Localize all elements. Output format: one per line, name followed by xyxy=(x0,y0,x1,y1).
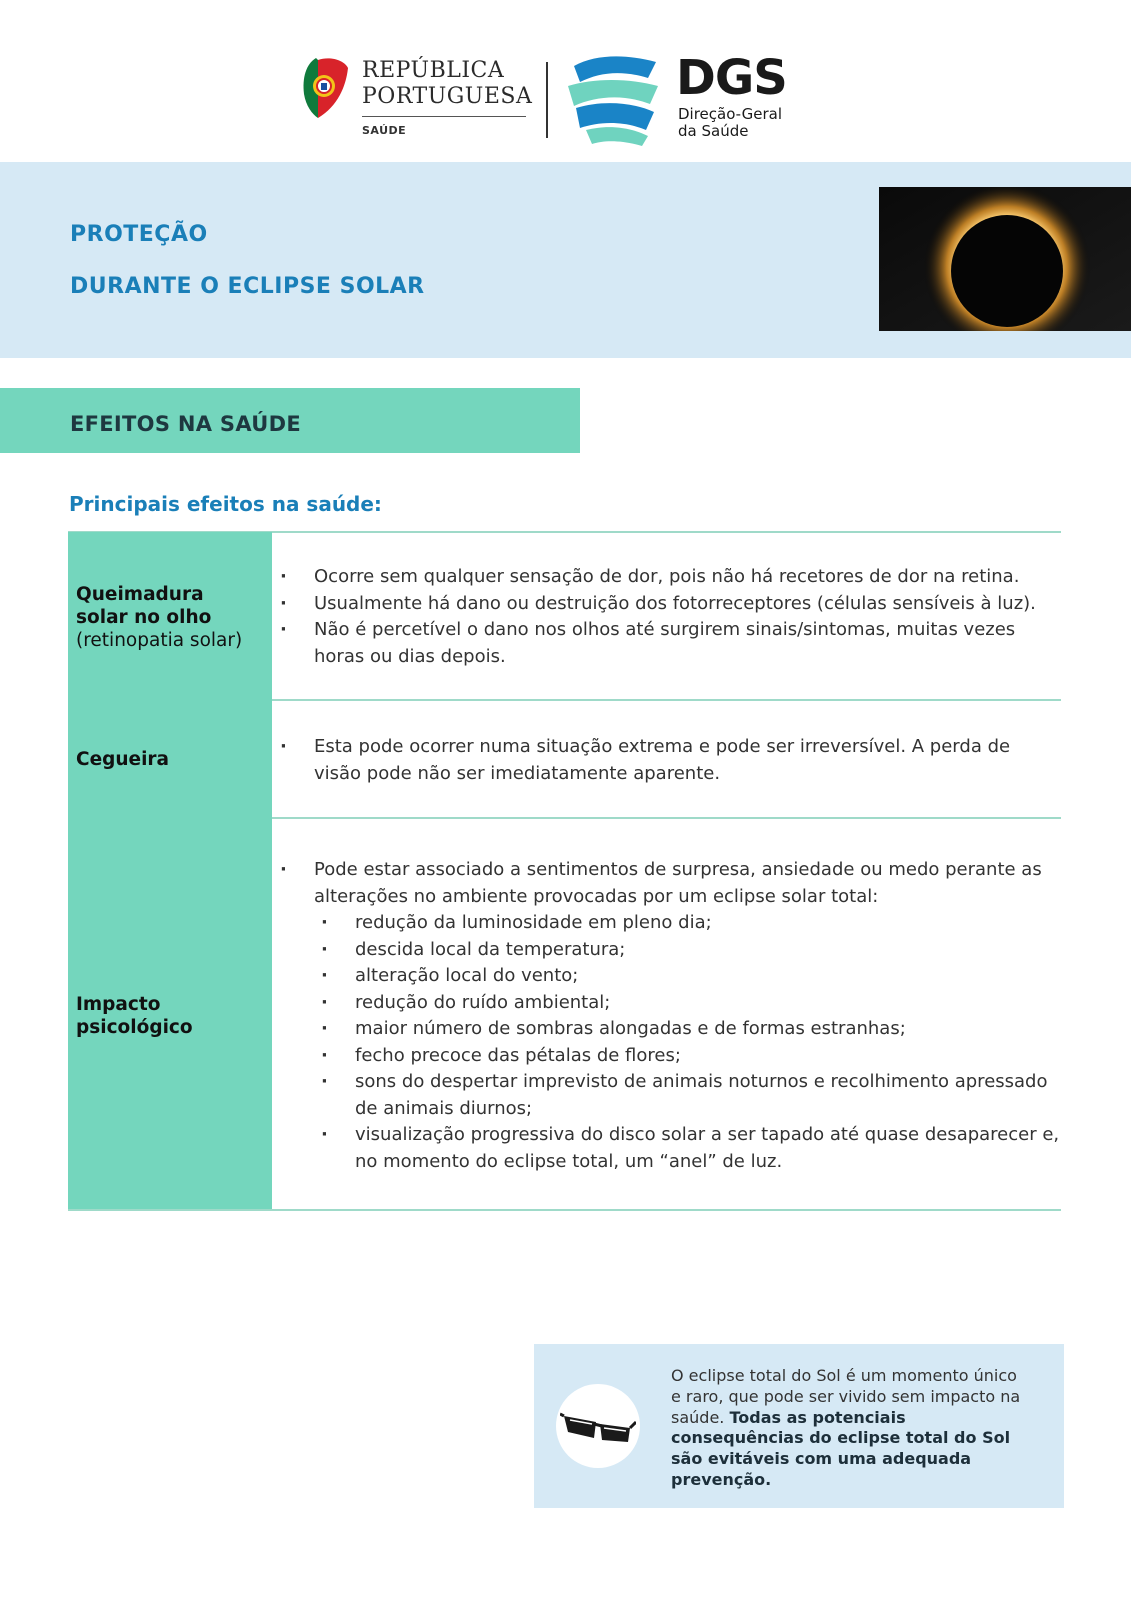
sub-list-item: · maior número de sombras alongadas e de formas estranhas; xyxy=(314,1016,1060,1043)
portugal-coat-of-arms-icon xyxy=(302,56,350,120)
dgs-name-line2: da Saúde xyxy=(678,122,749,140)
row-label-cegueira xyxy=(76,748,266,771)
row-label-line: Impacto xyxy=(76,994,161,1015)
sub-list-item: · sons do despertar imprevisto de animais noturnos e recolhimento apressado de animais diurnos; xyxy=(314,1069,1060,1122)
republica-sub: SAÚDE xyxy=(362,124,407,137)
row-label-line: psicológico xyxy=(76,1017,193,1038)
info-text-normal: O eclipse total do Sol é um momento único e raro, que pode ser vivido sem impacto na saúde. xyxy=(671,1366,1021,1427)
dgs-name-line1: Direção-Geral xyxy=(678,105,783,123)
republica-line2: PORTUGUESA xyxy=(362,84,533,109)
bullet-list-queimadura xyxy=(280,564,1060,670)
republica-portuguesa-logo xyxy=(302,56,533,146)
info-icon-circle xyxy=(556,1384,640,1468)
list-item-text: Pode estar associado a sentimentos de surpresa, ansiedade ou medo perante as alterações no ambiente provocadas por um eclipse solar total: xyxy=(314,859,1042,907)
list-item: · Ocorre sem qualquer sensação de dor, pois não há recetores de dor na retina. xyxy=(280,564,1060,591)
solar-eclipse-image xyxy=(879,187,1131,331)
eclipse-glasses-icon xyxy=(560,1408,636,1444)
row-label-note: (retinopatia solar) xyxy=(76,630,243,651)
section-subtitle: Principais efeitos na saúde: xyxy=(69,492,382,516)
table-bottom-border xyxy=(68,1209,1061,1211)
bullet-list-impacto xyxy=(280,857,1060,1175)
sub-list-item: · descida local da temperatura; xyxy=(314,937,1060,964)
section-title: EFEITOS NA SAÚDE xyxy=(70,412,301,436)
logo-divider xyxy=(546,62,548,138)
row-label-impacto xyxy=(76,993,266,1039)
logo-rule xyxy=(362,116,526,117)
republica-line1: REPÚBLICA xyxy=(362,58,505,83)
page-title-line1: PROTEÇÃO xyxy=(70,222,208,247)
list-item: · Não é percetível o dano nos olhos até surgirem sinais/sintomas, muitas vezes horas ou dias depois. xyxy=(280,617,1060,670)
row-label-line: Cegueira xyxy=(76,749,170,770)
info-text-bold: Todas as potenciais consequências do eclipse total do Sol são evitáveis com uma adequada prevenção. xyxy=(671,1407,1011,1489)
sub-bullet-list xyxy=(314,910,1060,1175)
row-label-line: solar no olho xyxy=(76,607,212,628)
sub-list-item: · visualização progressiva do disco solar a ser tapado até quase desaparecer e, no momento do eclipse total, um “anel” de luz. xyxy=(314,1122,1060,1175)
sub-list-item: · redução da luminosidade em pleno dia; xyxy=(314,910,1060,937)
row-separator xyxy=(272,817,1061,819)
dgs-acronym: DGS xyxy=(676,50,787,106)
row-separator xyxy=(272,699,1061,701)
dgs-wave-logo-icon xyxy=(566,56,666,146)
list-item: · Usualmente há dano ou destruição dos fotorreceptores (células sensíveis à luz). xyxy=(280,591,1060,618)
row-label-line: Queimadura xyxy=(76,584,204,605)
list-item: · Esta pode ocorrer numa situação extrema e pode ser irreversível. A perda de visão pode não ser imediatamente aparente. xyxy=(280,734,1060,787)
info-text xyxy=(671,1366,1021,1491)
page-title-line2: DURANTE O ECLIPSE SOLAR xyxy=(70,274,425,299)
row-label-queimadura xyxy=(76,583,266,652)
sub-list-item: · alteração local do vento; xyxy=(314,963,1060,990)
sub-list-item: · fecho precoce das pétalas de flores; xyxy=(314,1043,1060,1070)
list-item xyxy=(280,857,1060,1175)
sub-list-item: · redução do ruído ambiental; xyxy=(314,990,1060,1017)
bullet-list-cegueira xyxy=(280,734,1060,787)
dgs-logo xyxy=(566,50,796,146)
